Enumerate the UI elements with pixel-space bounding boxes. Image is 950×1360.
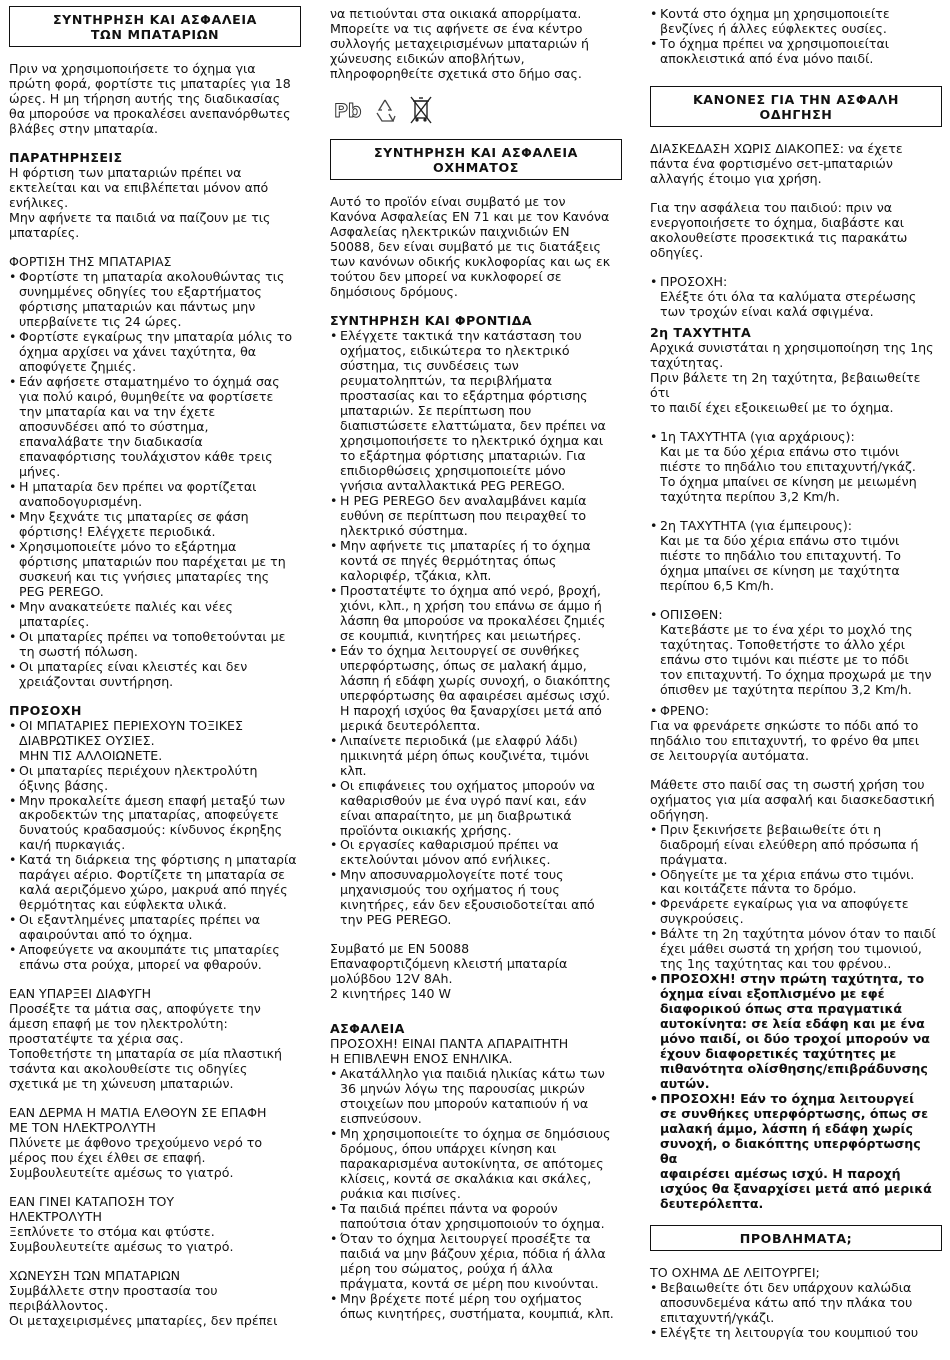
list-item: • Μην αφήνετε τις μπαταρίες ή το όχημα κοντά σε πηγές θερμότητας όπως καλοριφέρ, τζάκια, κλπ. xyxy=(330,538,622,583)
list-item-continued: Και με τα δύο χέρια επάνω στο τιμόνι πιέστε το πηδάλιο του επιταχυντή/γκάζ. Το όχημα μπαίνει σε κίνηση με μειωμένη ταχύτητα περίπου 3,2 Km/h. xyxy=(660,443,917,504)
lead-pb-icon xyxy=(332,97,362,123)
list-item-continued: Και με τα δύο χέρια επάνω στο τιμόνι πιέστε το πηδάλιο του επιταχυντή. Το όχημα μπαίνει σε κίνηση με ταχύτητα περίπου 6,5 Km/h. xyxy=(660,532,901,593)
teach-list xyxy=(650,822,942,1212)
swallow-title: ΕΑΝ ΓΙΝΕΙ ΚΑΤΑΠΟΣΗ ΤΟΥ ΗΛΕΚΤΡΟΛΥΤΗ xyxy=(9,1194,175,1225)
list-item: • Μη χρησιμοποιείτε το όχημα σε δημόσιους δρόμους, όπου υπάρχει κίνηση και παρακαρισμένα αυτοκίνητα, σε απότομες κλίσεις, κοντά σε σκαλάκια και σκάλες, ρυάκια και πισίνες. xyxy=(330,1126,622,1201)
list-item: • Η μπαταρία δεν πρέπει να φορτίζεται αναποδογυρισμένη. xyxy=(9,479,301,509)
disposal-text-continued: να πετιούνται στα οικιακά απορρίματα. Μπορείτε να τις αφήνετε σε ένα κέντρο συλλογής μεταχειρισμένων μπαταριών ή χώνευσης ειδικών αποβλήτων, πληροφορηθείτε σχετικά στο δήμο σας. xyxy=(330,6,590,81)
safety-list xyxy=(330,1066,622,1321)
safety-title: ΑΣΦΑΛΕΙΑ xyxy=(330,1021,405,1037)
second-speed-list xyxy=(650,518,942,593)
list-item: • ΦΡΕΝΟ: xyxy=(650,703,942,718)
list-item-continued: ΜΗΝ ΤΙΣ ΑΛΛΟΙΩΝΕΤΕ. xyxy=(19,747,163,763)
care-list xyxy=(330,328,622,927)
not-working-title: ΤΟ ΟΧΗΜΑ ΔΕ ΛΕΙΤΟΥΡΓΕΙ; xyxy=(650,1265,820,1281)
list-item: • Μην αποσυναρμολογείτε ποτέ τους μηχανισμούς του οχήματος ή τους κινητήρες, εάν δεν εξουσιοδοτείται από την PEG PEREGO. xyxy=(330,867,622,927)
care-title: ΣΥΝΤΗΡΗΣΗ ΚΑΙ ΦΡΟΝΤΙΔΑ xyxy=(330,313,533,329)
skin-text: Πλύνετε με άφθονο τρεχούμενο νερό το μέρος που έχει έλθει σε επαφή. Συμβουλευτείτε αμέσως το γιατρό. xyxy=(9,1135,263,1181)
list-item: • ΟΙ ΜΠΑΤΑΡΙΕΣ ΠΕΡΙΕΧΟΥΝ ΤΟΞΙΚΕΣ ΔΙΑΒΡΩΤΙΚΕΣ ΟΥΣΙΕΣ. xyxy=(9,718,301,748)
column-2 xyxy=(330,6,622,1321)
list-item: • ΠΡΟΣΟΧΗ: xyxy=(650,274,942,289)
list-item-continued: Ελέξτε ότι όλα τα καλύματα στερέωσης των τροχών είναι καλά σφιγμένα. xyxy=(660,289,917,320)
leak-text: Προσέξτε τα μάτια σας, αποφύγετε την άμεση επαφή με τον ηλεκτρολύτη: προστατέψτε τα χέρια σας. Τοποθετήστε τη μπαταρία σε μία πλαστική τσάντα και ακολουθείστε τις οδηγίες σχετικά με τη χώνευση μπαταριών. xyxy=(9,1001,282,1092)
list-item-continued: Κατεβάστε με το ένα χέρι το μοχλό της ταχύτητας. Τοποθετήστε το άλλο χέρι επάνω στο τιμόνι και πιέστε με το πόδι τον επιταχυντή. Το όχημα προχωρά με την όπισθεν με ταχύτητα περίπου 3,2 Km/h. xyxy=(660,621,932,697)
list-item: • Όταν το όχημα λειτουργεί προσέξτε τα παιδιά να μην βάζουν χέρια, πόδια ή άλλα μέρη του σώματος, ρούχα ή άλλα πράγματα, κοντά σε μέρη που κινούνται. xyxy=(330,1231,622,1291)
list-item: • Αποφεύγετε να ακουμπάτε τις μπαταρίες επάνω στα ρούχα, μπορεί να φθαρούν. xyxy=(9,942,301,972)
brake-text: Για να φρενάρετε σηκώστε το πόδι από το πηδάλιο του επιταχυντή, το φρένο θα μπει σε λειτουργία αυτόματα. xyxy=(650,717,920,763)
driving-rules-heading: ΚΑΝΟΝΕΣ ΓΙΑ ΤΗΝ ΑΣΦΑΛΗ ΟΔΗΓΗΣΗ xyxy=(650,86,942,127)
list-item: • Μην βρέχετε ποτέ μέρη του οχήματος όπως κινητήρες, συστήματα, κουμπιά, κλπ. xyxy=(330,1291,622,1321)
column-1 xyxy=(9,6,301,1328)
list-item: • Εάν το όχημα λειτουργεί σε συνθήκες υπερφόρτωσης, όπως σε μαλακή άμμο, λάσπη ή εδάφη χωρίς συνοχή, ο διακόπτης υπερφόρτωσης θα αφαιρέσει αμέσως ισχύ. Η παροχή ισχύος θα ξαναρχίσει μετά από μερικά δευτερόλεπτα. xyxy=(330,643,622,733)
list-item: • Φορτίστε τη μπαταρία ακολουθώντας τις συνημμένες οδηγίες του εξαρτήματος φόρτισης μπαταριών και πάντως μην υπερβαίνετε τις 24 ώρες. xyxy=(9,269,301,329)
notes-text: Η φόρτιση των μπαταριών πρέπει να εκτελείται και να επιβλέπεται μόνον από ενήλικες. Μην αφήνετε τα παιδιά να παίζουν με τις μπαταρίες. xyxy=(9,165,271,241)
recycle-icon xyxy=(372,97,398,123)
list-item: • 2η ΤΑΧΥΤΗΤΑ (για έμπειρους): xyxy=(650,518,942,533)
svg-text:Pb: Pb xyxy=(334,99,362,122)
brake-list xyxy=(650,703,942,718)
list-item: • Μην ανακατεύετε παλιές και νέες μπαταρίες. xyxy=(9,599,301,629)
list-item: • Ελέγχετε τακτικά την κατάσταση του οχήματος, ειδικώτερα το ηλεκτρικό σύστημα, τις συνδέσεις των ρευματοληπτών, τα περιβλήματα προστασίας και το εξάρτημα φόρτισης μπαταριών. Σε περίπτωση που διαπιστώσετε ελαττώματα, δεν πρέπει να χρησιμοποιήσετε το ηλεκτρικό όχημα και το εξάρτημα φόρτισης μπαταριών. Για επιδιορθώσεις χρησιμοποιείτε μόνο γνήσια ανταλλακτικά PEG PEREGO. xyxy=(330,328,622,493)
warning-list xyxy=(9,718,301,973)
speed2-text: Αρχικά συνιστάται η χρησιμοποίηση της 1ης ταχύτητας. Πριν βάλετε τη 2η ταχύτητα, βεβαιωθείτε ότι το παιδί έχει εξοικειωθεί με το όχημα. xyxy=(650,339,934,415)
not-working-list xyxy=(650,1280,942,1340)
list-item: • Εάν αφήσετε σταματημένο το όχημά σας για πολύ καιρό, θυμηθείτε να φορτίσετε την μπαταρία και να την έχετε αποσυνδέσει από το σύστημα, επαναλάβατε την διαδικασία επαναφόρτισης τουλάχιστον κάθε τρεις μήνες. xyxy=(9,374,301,479)
list-item: • 1η ΤΑΧΥΤΗΤΑ (για αρχάριους): xyxy=(650,429,942,444)
list-item: • Χρησιμοποιείτε μόνο το εξάρτημα φόρτισης μπαταριών που παρέχεται με τη συσκευή και τις γνήσιες μπαταρίες της PEG PEREGO. xyxy=(9,539,301,599)
list-item: • Οι εξαντλημένες μπαταρίες πρέπει να αφαιρούνται από το όχημα. xyxy=(9,912,301,942)
list-item: • Ακατάλληλο για παιδιά ηλικίας κάτω των 36 μηνών λόγω της παρουσίας μικρών στοιχείων που μπορούν καταπιούν ή να εισπνεύσουν. xyxy=(330,1066,622,1126)
list-item: • Μην ξεχνάτε τις μπαταρίες σε φάση φόρτισης! Ελέγχετε περιοδικά. xyxy=(9,509,301,539)
warning-title: ΠΡΟΣΟΧΗ xyxy=(9,702,82,718)
list-item-bold: • ΠΡΟΣΟΧΗ! Εάν το όχημα λειτουργεί σε συνθήκες υπερφόρτωσης, όπως σε μαλακή άμμο, λάσπη ή εδάφη χωρίς συνοχή, ο διακόπτης υπερφόρτωσης θα αφαιρέσει αμέσως ισχύ. Η παροχή ισχύος θα ξαναρχίσει μετά από μερικά δευτερόλεπτα. xyxy=(650,1091,942,1211)
charging-title: ΦΟΡΤΙΣΗ ΤΗΣ ΜΠΑΤΑΡΙΑΣ xyxy=(9,254,172,270)
list-item: • Οι μπαταρίες πρέπει να τοποθετούνται με τη σωστή πόλωση. xyxy=(9,629,301,659)
list-item: • Οι μπαταρίες περιέχουν ηλεκτρολύτη όξινης βάσης. xyxy=(9,763,301,793)
disposal-text: Συμβάλλετε στην προστασία του περιβάλλοντος. Οι μεταχειρισμένες μπαταρίες, δεν πρέπει xyxy=(9,1283,278,1329)
list-item: • Τα παιδιά πρέπει πάντα να φορούν παπούτσια όταν χρησιμοποιούν το όχημα. xyxy=(330,1201,622,1231)
list-item: • Πριν ξεκινήσετε βεβαιωθείτε ότι η διαδρομή είναι ελεύθερη από πρόσωπα ή πράγματα. xyxy=(650,822,942,867)
notes-title: ΠΑΡΑΤΗΡΗΣΕΙΣ xyxy=(9,150,123,166)
battery-safety-heading: ΣΥΝΤΗΡΗΣΗ ΚΑΙ ΑΣΦΑΛΕΙΑ ΤΩΝ ΜΠΑΤΑΡΙΩΝ xyxy=(9,6,301,47)
list-item: • Λιπαίνετε περιοδικά (με ελαφρύ λάδι) ημικινητά μέρη όπως κουζινέτα, τιμόνι κλπ. xyxy=(330,733,622,778)
list-item: • ΟΠΙΣΘΕΝ: xyxy=(650,607,942,622)
specs-text: Συμβατό με EN 50088 Επαναφορτιζόμενη κλειστή μπαταρία μολύβδου 12V 8Ah. 2 κινητήρες 140 W xyxy=(330,941,568,1002)
leak-title: ΕΑΝ ΥΠΑΡΞΕΙ ΔΙΑΦΥΓΗ xyxy=(9,986,152,1002)
list-item: • Η PEG PEREGO δεν αναλαμβάνει καμία ευθύνη σε περίπτωση που πειραχθεί το ηλεκτρικό σύστημα. xyxy=(330,493,622,538)
swallow-text: Ξεπλύνετε το στόμα και φτύστε. Συμβουλευτείτε αμέσως το γιατρό. xyxy=(9,1224,234,1255)
disposal-title: ΧΩΝΕΥΣΗ ΤΩΝ ΜΠΑΤΑΡΙΩΝ xyxy=(9,1268,181,1284)
list-item: • Προστατέψτε το όχημα από νερό, βροχή, χιόνι, κλπ., η χρήση του επάνω σε άμμο ή λάσπη θα μπορούσε να προκαλέσει ζημιές σε κουμπιά, κινητήρες και μειωτήρες. xyxy=(330,583,622,643)
vehicle-safety-heading: ΣΥΝΤΗΡΗΣΗ ΚΑΙ ΑΣΦΑΛΕΙΑ ΟΧΗΜΑΤΟΣ xyxy=(330,139,622,180)
column-3 xyxy=(650,6,942,1340)
list-item: • Φρενάρετε εγκαίρως για να αποφύγετε συγκρούσεις. xyxy=(650,896,942,926)
list-item: • Μην προκαλείτε άμεση επαφή μεταξύ των ακροδεκτών της μπαταρίας, αποφεύγετε δυνατούς κραδασμούς: κίνδυνος έκρηξης και/ή πυρκαγιάς. xyxy=(9,793,301,853)
teach-text: Μάθετε στο παιδί σας τη σωστή χρήση του οχήματος για μία ασφαλή και διασκεδαστική οδήγηση. xyxy=(650,776,935,822)
list-item: • Ελέγξτε τη λειτουργία του κουμπιού του xyxy=(650,1325,942,1340)
reverse-list xyxy=(650,607,942,697)
list-item: • Οι επιφάνειες του οχήματος μπορούν να καθαρισθούν με ένα υγρό πανί και, εάν είναι απαραίτητο, με μη διαβρωτικά προϊόντα οικιακής χρήσης. xyxy=(330,778,622,838)
fun-text: ΔΙΑΣΚΕΔΑΣΗ ΧΩΡΙΣ ΔΙΑΚΟΠΕΣ: να έχετε πάντα ένα φορτισμένο σετ-μπαταριών αλλαγής έτοιμο για χρήση. xyxy=(650,141,903,187)
crossed-bin-icon xyxy=(408,95,434,125)
list-item: • Οι εργασίες καθαρισμού πρέπει να εκτελούνται μόνον από ενήλικες. xyxy=(330,837,622,867)
speed2-title: 2η ΤΑΧΥΤΗΤΑ xyxy=(650,325,752,340)
safety-caps: ΠΡΟΣΟΧΗ! ΕΙΝΑΙ ΠΑΝΤΑ ΑΠΑΡΑΙΤΗΤΗ Η ΕΠΙΒΛΕΨΗ ΕΝΟΣ ΕΝΗΛΙΚΑ. xyxy=(330,1036,569,1067)
list-item: • Οδηγείτε με τα χέρια επάνω στο τιμόνι. και κοιτάζετε πάντα το δρόμο. xyxy=(650,867,942,897)
disposal-icons xyxy=(330,81,622,139)
list-item: • Βάλτε τη 2η ταχύτητα μόνον όταν το παιδί έχει μάθει σωστά τη χρήση του τιμονιού, της 1ης ταχύτητας και του φρένου.. xyxy=(650,926,942,971)
list-item: • Φορτίστε εγκαίρως την μπαταρία μόλις το όχημα αρχίσει να χάνει ταχύτητα, θα αποφύγετε ζημιές. xyxy=(9,329,301,374)
skin-title: ΕΑΝ ΔΕΡΜΑ Η ΜΑΤΙΑ ΕΛΘΟΥΝ ΣΕ ΕΠΑΦΗ ΜΕ ΤΟΝ ΗΛΕΚΤΡΟΛΥΤΗ xyxy=(9,1105,267,1136)
attention-list xyxy=(650,274,942,319)
vehicle-intro: Αυτό το προϊόν είναι συμβατό με τον Κανόνα Ασφαλείας EN 71 και με τον Κανόνα Ασφαλείας ηλεκτρικών παιχνιδιών EN 50088, δεν είναι συμβατό με τις διατάξεις των κανόνων οδικής κυκλοφορίας και ως εκ τούτου δεν μπορεί να κυκλοφορεί σε δημόσιους δρόμους. xyxy=(330,194,611,300)
problems-heading: ΠΡΟΒΛΗΜΑΤΑ; xyxy=(650,1225,942,1251)
child-safety-text: Για την ασφάλεια του παιδιού: πριν να ενεργοποιήσετε το όχημα, διαβάστε και ακολουθείστε προσεκτικά τις παρακάτω οδηγίες. xyxy=(650,200,908,261)
list-item: • Βεβαιωθείτε ότι δεν υπάρχουν καλώδια αποσυνδεμένα κάτω από την πλάκα του επιταχυντή/γκάζι. xyxy=(650,1280,942,1325)
charging-list xyxy=(9,269,301,689)
list-item: • Κοντά στο όχημα μη χρησιμοποιείτε βενζίνες ή άλλες εύφλεκτες ουσίες. xyxy=(650,6,942,36)
battery-intro: Πριν να χρησιμοποιήσετε το όχημα για πρώτη φορά, φορτίστε τις μπαταρίες για 18 ώρες. Η μη τήρηση αυτής της διαδικασίας θα μπορούσε να προκαλέσει ανεπανόρθωτες βλάβες στην μπαταρία. xyxy=(9,61,291,137)
list-item-bold: • ΠΡΟΣΟΧΗ! στην πρώτη ταχύτητα, το όχημα είναι εξοπλισμένο με εφέ διαφορικού όπως στα πραγματικά αυτοκίνητα: σε λεία εδάφη και με ένα μόνο παιδί, οι δύο τροχοί μπορούν να έχουν διαφορετικές ταχύτητες με πιθανότητα ολίσθησης/επιβράδυνσης αυτών. xyxy=(650,971,942,1091)
safety-list-continued xyxy=(650,6,942,66)
list-item: • Το όχημα πρέπει να χρησιμοποιείται αποκλειστικά από ένα μόνο παιδί. xyxy=(650,36,942,66)
list-item: • Οι μπαταρίες είναι κλειστές και δεν χρειάζονται συντήρηση. xyxy=(9,659,301,689)
first-speed-list xyxy=(650,429,942,504)
list-item: • Κατά τη διάρκεια της φόρτισης η μπαταρία παράγει αέριο. Φορτίζετε τη μπαταρία σε καλά αεριζόμενο χώρο, μακρυά από πηγές θερμότητας και εύφλεκτα υλικά. xyxy=(9,852,301,912)
